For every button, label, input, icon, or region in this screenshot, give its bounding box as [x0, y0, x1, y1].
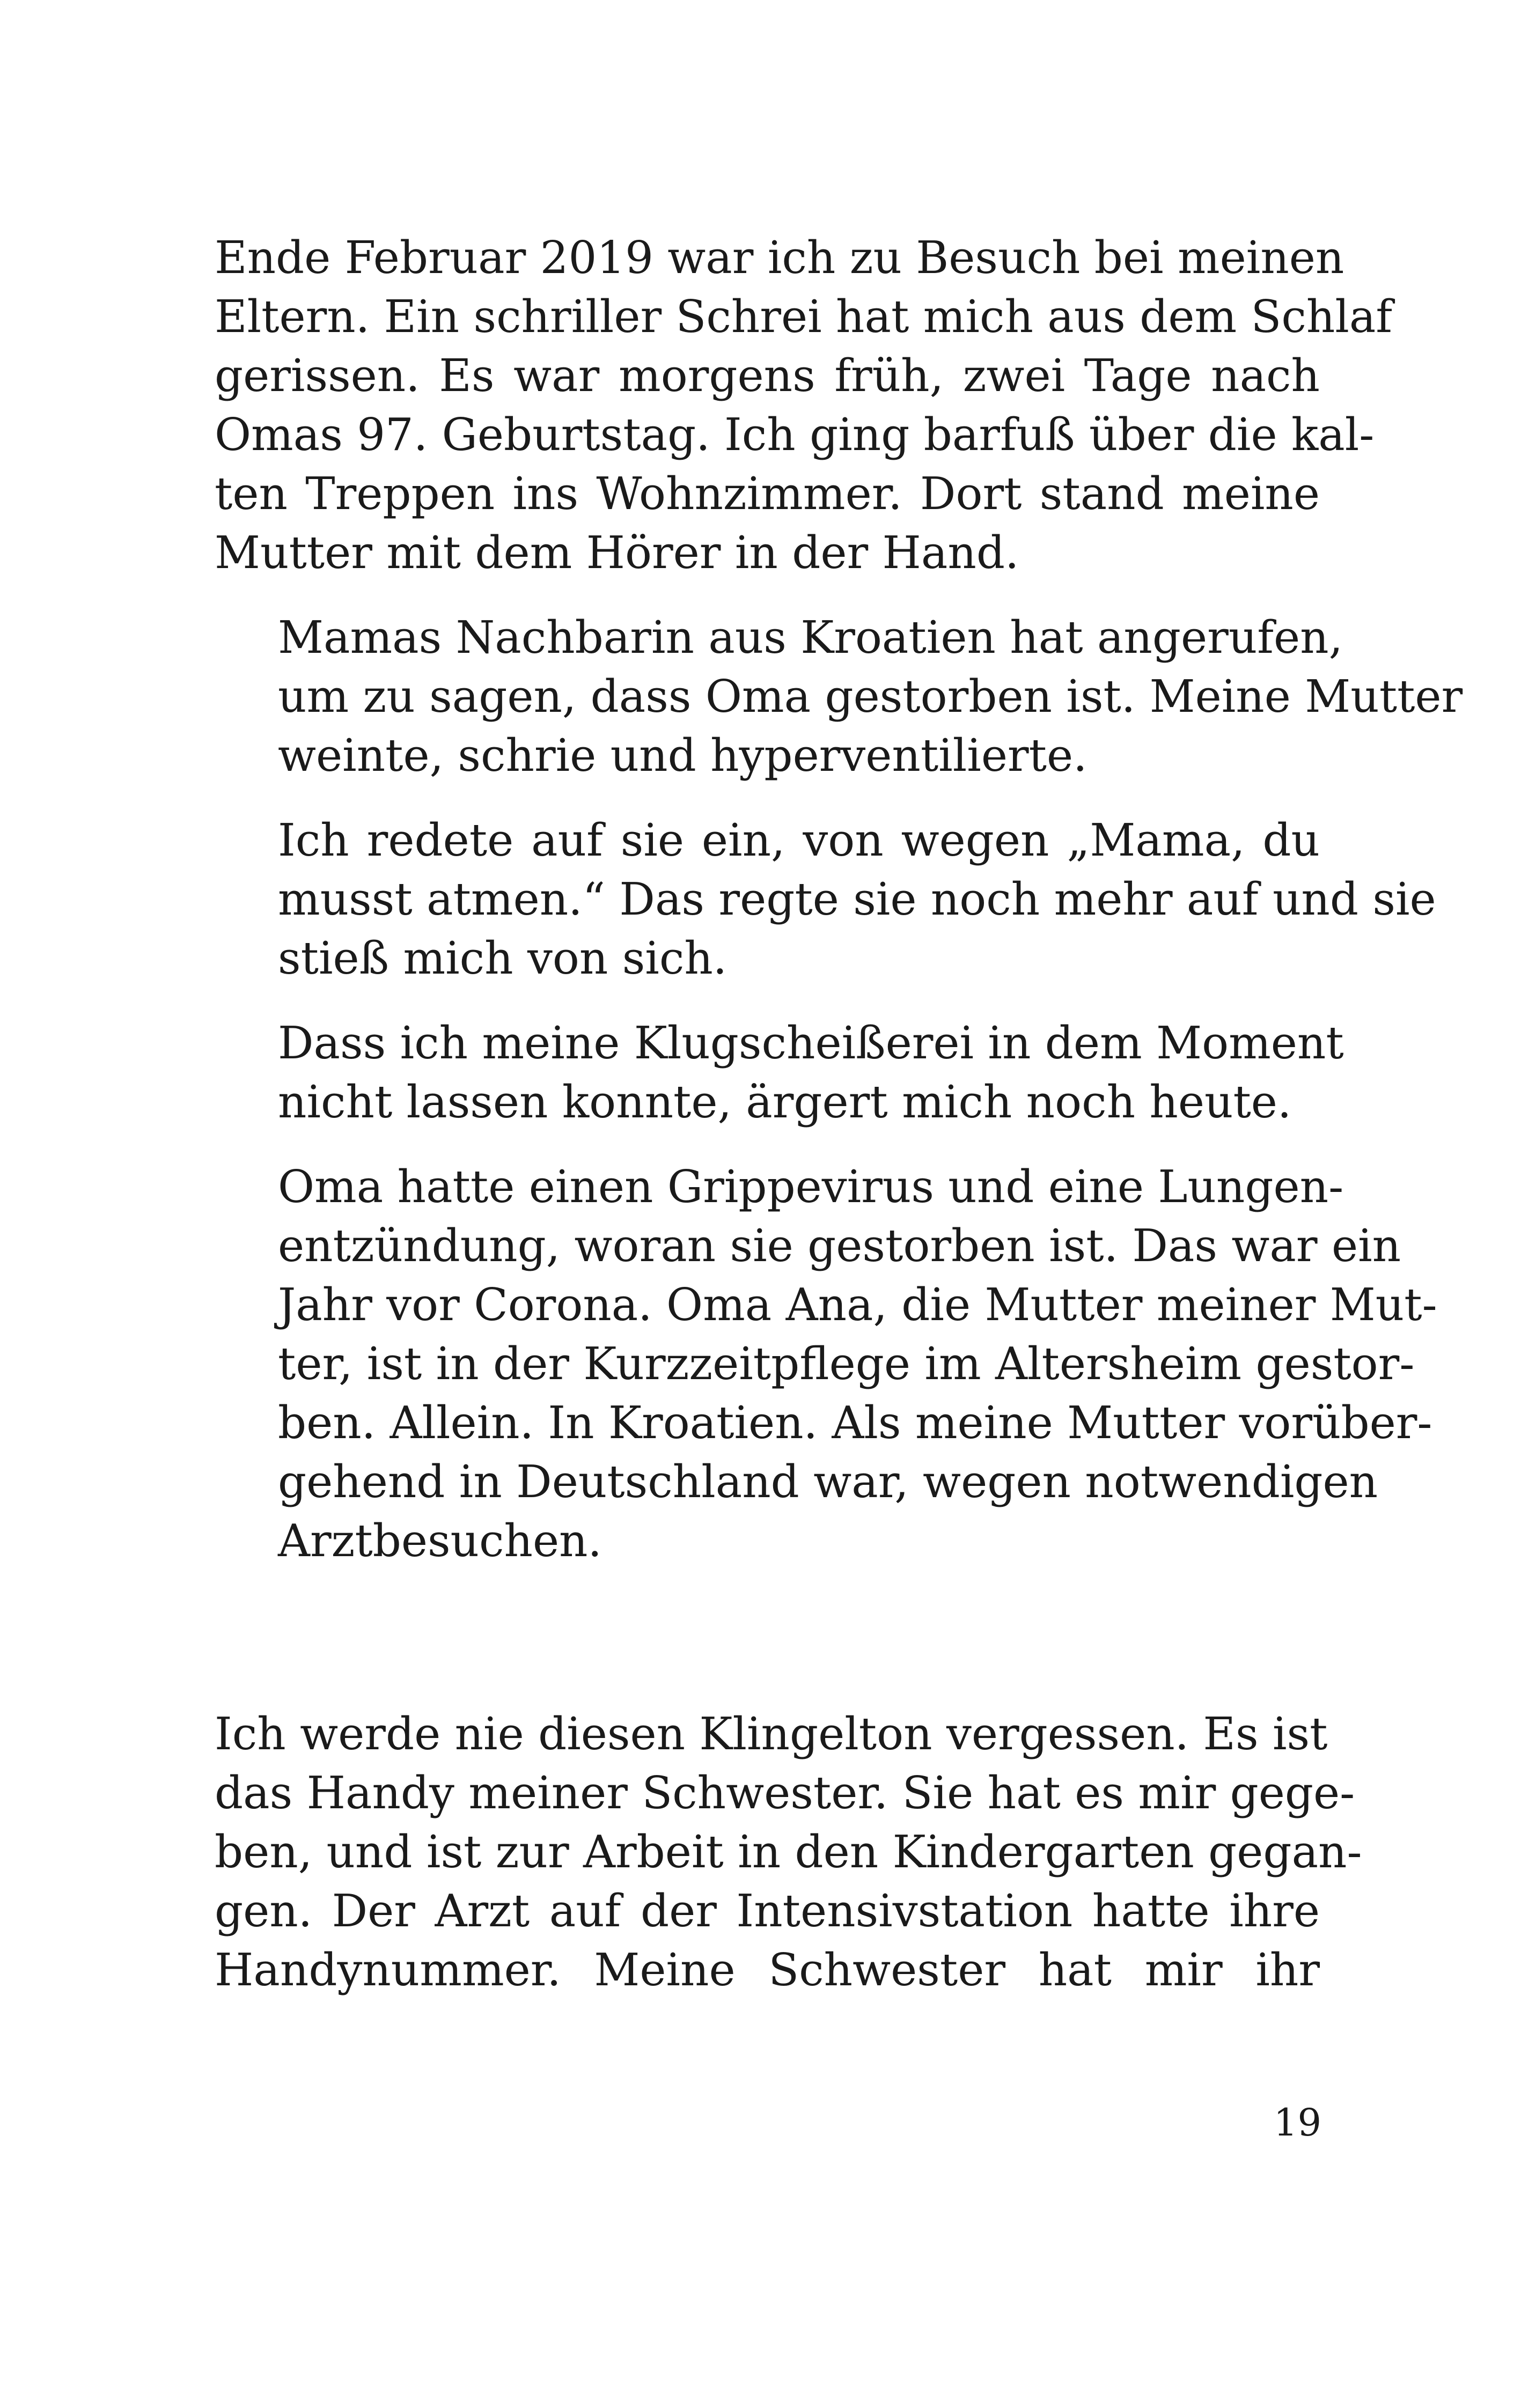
text-line: Omas 97. Geburtstag. Ich ging barfuß über die kal-	[215, 409, 1375, 461]
paragraph-2	[215, 608, 1463, 785]
paragraph-4	[215, 1014, 1344, 1132]
paragraph-6	[215, 1705, 1362, 2000]
text-line: Mamas Nachbarin aus Kroatien hat angerufen,	[278, 612, 1343, 664]
text-line: ben. Allein. In Kroatien. Als meine Mutter vorüber-	[278, 1397, 1432, 1449]
body-text	[215, 229, 1463, 2026]
text-line: Arztbesuchen.	[278, 1515, 602, 1567]
text-line: musst atmen.“ Das regte sie noch mehr auf und sie	[278, 873, 1436, 925]
text-line: Jahr vor Corona. Oma Ana, die Mutter meiner Mut-	[278, 1279, 1437, 1331]
text-line: Ende Februar 2019 war ich zu Besuch bei meinen	[215, 232, 1344, 284]
text-line: nicht lassen konnte, ärgert mich noch heute.	[278, 1076, 1292, 1128]
text-line: um zu sagen, dass Oma gestorben ist. Meine Mutter	[278, 671, 1463, 723]
text-line: entzündung, woran sie gestorben ist. Das war ein	[278, 1220, 1401, 1272]
paragraph-1	[215, 229, 1393, 583]
text-line: gehend in Deutschland war, wegen notwendigen	[278, 1456, 1378, 1508]
text-line: gerissen. Es war morgens früh, zwei Tage nach	[215, 350, 1320, 402]
text-line: das Handy meiner Schwester. Sie hat es mir gege-	[215, 1767, 1355, 1819]
text-line: ten Treppen ins Wohnzimmer. Dort stand meine	[215, 468, 1320, 520]
text-line: stieß mich von sich.	[278, 932, 728, 984]
text-line: Dass ich meine Klugscheißerei in dem Moment	[278, 1017, 1344, 1069]
text-line: gen. Der Arzt auf der Intensivstation hatte ihre	[215, 1885, 1320, 1937]
text-line: Ich werde nie diesen Klingelton vergessen. Es ist	[215, 1708, 1328, 1760]
page-number: 19	[1273, 2101, 1321, 2145]
text-line: Oma hatte einen Grippevirus und eine Lungen-	[278, 1161, 1344, 1213]
text-line: ter, ist in der Kurzzeitpflege im Altersheim gestor-	[278, 1338, 1415, 1390]
text-line: Mutter mit dem Hörer in der Hand.	[215, 527, 1019, 579]
text-line: Ich redete auf sie ein, von wegen „Mama, du	[278, 814, 1320, 866]
text-line: Eltern. Ein schriller Schrei hat mich aus dem Schlaf	[215, 291, 1393, 343]
paragraph-5	[215, 1158, 1437, 1571]
text-line: weinte, schrie und hyperventilierte.	[278, 730, 1088, 782]
text-line: ben, und ist zur Arbeit in den Kindergarten gegan-	[215, 1826, 1362, 1878]
paragraph-3	[215, 811, 1436, 988]
text-line: Handynummer. Meine Schwester hat mir ihr	[215, 1944, 1320, 1996]
